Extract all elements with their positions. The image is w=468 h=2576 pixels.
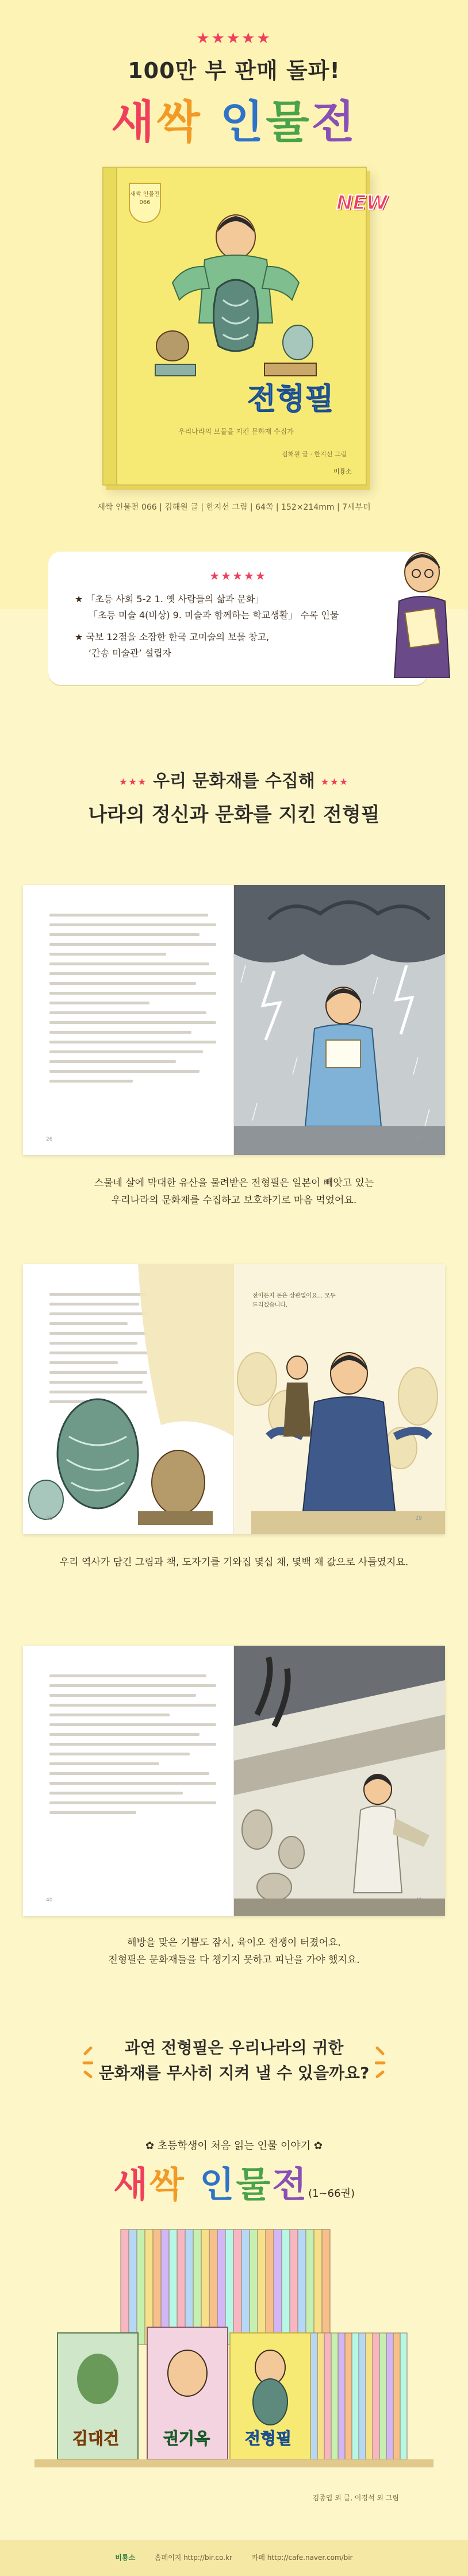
book-spec-line: 새싹 인물전 066 | 김해원 글 | 한지선 그림 | 64쪽 | 152×214mm | 7세부터 [97,503,371,512]
series-subtitle: ✿ 초등학생이 처음 읽는 인물 이야기 ✿ [145,2140,323,2152]
series-range: (1~66권) [308,2188,355,2200]
caption-line: 우리나라의 문화재를 수집하고 보호하기로 마음 먹었어요. [111,1195,357,1206]
body-text-block [49,914,216,1089]
page-number: 29 [415,1516,422,1522]
speech-text: 전이든지 돈은 상관없어요... 모두 드리겠습니다. [252,1293,336,1308]
text-page [23,1646,234,1916]
spread-caption [0,1175,468,1209]
rain-illustration [234,885,445,1155]
title-char: 새 [113,2163,149,2205]
title-char: 전 [272,2163,309,2205]
series-bookshelf [34,2218,434,2488]
illustration-page [234,885,445,1155]
title-space [202,97,220,148]
book-cover [102,167,367,486]
question-line: 과연 전형필은 우리나라의 귀한 [124,2038,344,2057]
body-text-block [49,1674,216,1821]
text-page [23,1264,234,1534]
series-title [0,2156,468,2207]
question-line: 문화재를 무사히 지켜 낼 수 있을까요? [98,2063,370,2082]
caption-line: 해방을 맞은 기쁨도 잠시, 육이오 전쟁이 터졌어요. [127,1937,341,1949]
section-title-line2: 나라의 정신과 문화를 지킨 전형필 [88,803,380,826]
section-header [0,767,468,827]
series-title [0,86,468,151]
series-credit: 김종엽 외 글, 이경석 외 그림 [312,2494,399,2502]
new-badge: NEW [336,191,388,214]
title-char: 인 [220,97,266,148]
book-spine [103,168,117,484]
highlight-line: ‘간송 미술관’ 설립자 [89,648,171,659]
cover-illustration [149,202,322,380]
artifact-illustration [23,1264,234,1534]
rating-stars: ★★★★★ [196,30,272,47]
title-char: 새 [111,97,157,148]
page-number: 28 [46,1516,53,1522]
sales-headline: 100만 부 판매 돌파! [128,58,340,83]
title-char: 물 [236,2163,273,2205]
cover-title: 김대건 [72,2429,120,2448]
publisher-logo: 비룡소 [333,468,352,475]
homepage-link[interactable]: 홈페이지 http://bir.co.kr [155,2554,232,2562]
title-char: 물 [266,97,312,148]
highlights-box [48,552,428,685]
spread-caption [0,1934,468,1969]
book-authors: 김해원 글 · 한지선 그림 [282,450,347,458]
decor-stars: ★★★ [320,776,349,787]
caption-line: 우리 역사가 담긴 그림과 책, 도자기를 기와집 몇십 채, 몇백 채 값으로 사들였지요. [59,1557,409,1568]
caption-line: 스물네 살에 막대한 유산을 물려받은 전형필은 일본이 빼앗고 있는 [94,1177,374,1189]
page-number: 26 [46,1137,53,1142]
book-title: 전형필 [247,382,334,417]
title-char: 싹 [149,2163,186,2205]
page-number: 40 [46,1897,53,1903]
character-illustration [388,546,457,678]
cafe-link[interactable]: 카페 http://cafe.naver.com/bir [251,2554,353,2562]
cover-title: 전형필 [245,2429,292,2448]
book-spread [23,1264,445,1534]
series-number-badge: 새싹 인물전 066 [129,183,161,223]
highlight-line: 「초등 미술 4(비상) 9. 미술과 함께하는 학교생활」 수록 인물 [89,610,339,621]
title-char: 전 [311,97,357,148]
caption-line: 전형필은 문화재들을 다 챙기지 못하고 피난을 가야 했지요. [108,1954,360,1966]
hero-section [0,0,468,609]
page-number: 27 [415,1137,422,1142]
footer [0,2540,468,2576]
illustration-page [234,1264,445,1534]
rating-stars: ★★★★★ [209,569,267,583]
title-char: 싹 [156,97,202,148]
highlight-line: ★ 국보 12점을 소장한 한국 고미술의 보물 창고, [75,632,270,642]
cover-title: 권기옥 [163,2429,210,2448]
illustration-page [234,1646,445,1916]
book-tagline: 우리나라의 보물을 지킨 문화재 수집가 [178,428,294,436]
highlight-line: ★ 「초등 사회 5-2 1. 옛 사람들의 삶과 문화」 [75,594,264,604]
title-space [186,2163,200,2205]
book-spread [23,1646,445,1916]
burst-icon [375,2046,407,2078]
book-spread [23,885,445,1155]
decor-stars: ★★★ [119,776,148,787]
section-title-line1: 우리 문화재를 수집해 [153,771,315,791]
text-page [23,885,234,1155]
page-number: 41 [415,1897,422,1903]
title-char: 인 [200,2163,236,2205]
spread-caption [0,1554,468,1571]
evacuation-illustration [234,1646,445,1916]
publisher-logo: 비룡소 [115,2554,136,2562]
